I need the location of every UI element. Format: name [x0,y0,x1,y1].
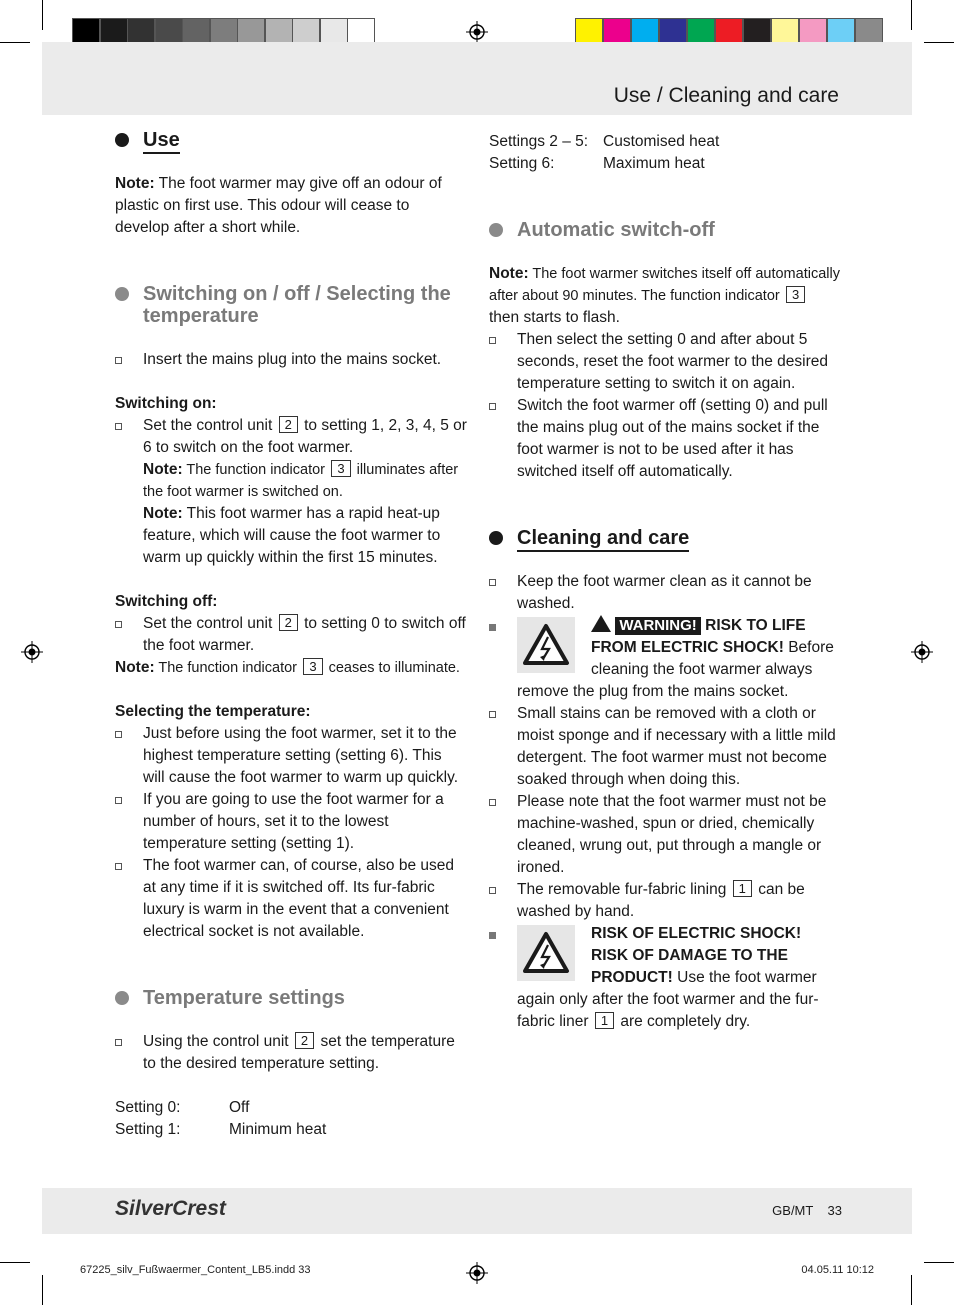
bullet-dot-icon [115,133,129,147]
checkbox-bullet-icon [489,799,496,806]
warning-triangle-icon [591,615,611,632]
part-number-badge: 2 [279,614,298,631]
checkbox-bullet-icon [115,357,122,364]
section-heading-temperature: Temperature settings [115,987,467,1009]
part-number-badge: 2 [279,416,298,433]
list-item: Just before using the foot warmer, set it to the highest temperature setting (setting 6). This will cause the foot warmer to warm up quickly. [115,723,467,789]
subheading-selecting: Selecting the temperature: [115,703,311,720]
section-heading-use: Use [115,129,467,151]
section-heading-auto-off: Automatic switch-off [489,219,841,241]
list-item: Please note that the foot warmer must not be machine-washed, spun or dried, chemically cleaned, wrung out, put through a mangle or ironed. [489,791,841,879]
crop-mark [0,1262,30,1263]
checkbox-bullet-icon [489,887,496,894]
list-item: The removable fur-fabric lining 1 can be washed by hand. [489,879,841,923]
part-number-badge: 3 [331,460,350,477]
checkbox-bullet-icon [115,621,122,628]
left-column [115,129,467,1141]
brand-logo: SilverCrest [115,1197,226,1220]
list-item: Switch the foot warmer off (setting 0) and pull the mains plug out of the mains socket if the foot warmer is not to be used after it has switched itself off automatically. [489,395,841,483]
registration-mark-icon [911,641,933,663]
warning-item: WARNING! RISK TO LIFE FROM ELECTRIC SHOCK! Before cleaning the foot warmer always remove the plug from the mains socket. [489,615,841,703]
note-paragraph: Note: The function indicator 3 ceases to illuminate. [115,659,460,676]
list-item: Insert the mains plug into the mains socket. [115,349,467,371]
section-heading-cleaning: Cleaning and care [489,527,841,549]
list-item: Small stains can be removed with a cloth or moist sponge and if necessary with a little mild detergent. The foot warmer must not become soaked through when doing this. [489,703,841,791]
crop-mark [0,42,30,43]
setting-row: Setting 6: Maximum heat [489,155,705,172]
note-paragraph: Note: The foot warmer switches itself off automatically after about 90 minutes. The function indicator 3 then starts to flash. [489,265,840,326]
crop-mark [42,1275,43,1305]
list-item: Using the control unit 2 set the temperature to the desired temperature setting. [115,1031,467,1075]
right-column [489,131,841,1033]
bullet-dot-icon [115,287,129,301]
part-number-badge: 2 [295,1032,314,1049]
page-number: GB/MT 33 [772,1203,842,1218]
square-bullet-icon [489,932,496,939]
electric-shock-warning-icon [517,925,575,981]
subheading-switching-off: Switching off: [115,593,218,610]
list-item: Keep the foot warmer clean as it cannot be washed. [489,571,841,615]
part-number-badge: 1 [595,1012,614,1029]
bullet-dot-icon [489,223,503,237]
note-paragraph: Note: The foot warmer may give off an odour of plastic on first use. This odour will cease to develop after a short while. [115,175,442,236]
registration-mark-icon [466,21,488,43]
registration-mark-icon [466,1262,488,1284]
crop-mark [924,42,954,43]
part-number-badge: 3 [303,658,322,675]
checkbox-bullet-icon [115,863,122,870]
list-item: If you are going to use the foot warmer for a number of hours, set it to the lowest temperature setting (setting 1). [115,789,467,855]
crop-mark [911,1275,912,1305]
file-slug: 67225_silv_Fußwaermer_Content_LB5.indd 33 [80,1264,311,1276]
subheading-switching-on: Switching on: [115,395,217,412]
list-item: Set the control unit 2 to setting 0 to switch off the foot warmer. [115,613,467,657]
setting-row: Settings 2 – 5: Customised heat [489,133,720,150]
electric-shock-warning-icon [517,617,575,673]
bullet-dot-icon [115,991,129,1005]
section-heading-switching: Switching on / off / Selecting the temperature [115,283,467,327]
checkbox-bullet-icon [489,579,496,586]
square-bullet-icon [489,624,496,631]
warning-item: RISK OF ELECTRIC SHOCK! RISK OF DAMAGE TO THE PRODUCT! Use the foot warmer again only after the foot warmer and the fur-fabric liner 1 are completely dry. [489,923,841,1033]
checkbox-bullet-icon [489,337,496,344]
list-item: Set the control unit 2 to setting 1, 2, 3, 4, 5 or 6 to switch on the foot warmer. Note: The function indicator 3 illuminates after the foot warmer is switched on. Note: This foot warmer has a rapid heat-up feature, which will cause the foot warmer to warm up quickly within the first 15 minutes. [115,415,467,569]
checkbox-bullet-icon [115,423,122,430]
page-title: Use / Cleaning and care [613,84,839,107]
crop-mark [924,1262,954,1263]
part-number-badge: 1 [733,880,752,897]
setting-row: Setting 1: Minimum heat [115,1121,327,1138]
checkbox-bullet-icon [115,731,122,738]
crop-mark [911,0,912,30]
part-number-badge: 3 [786,286,805,303]
setting-row: Setting 0: Off [115,1099,250,1116]
list-item: Then select the setting 0 and after about 5 seconds, reset the foot warmer to the desired temperature setting to switch it on again. [489,329,841,395]
warning-label: WARNING! [615,617,701,635]
date-slug: 04.05.11 10:12 [801,1264,874,1276]
checkbox-bullet-icon [115,797,122,804]
crop-mark [42,0,43,30]
bullet-dot-icon [489,531,503,545]
list-item: The foot warmer can, of course, also be used at any time if it is switched off. Its fur-fabric luxury is warm in the event that a convenient electrical socket is not available. [115,855,467,943]
checkbox-bullet-icon [489,711,496,718]
checkbox-bullet-icon [489,403,496,410]
checkbox-bullet-icon [115,1039,122,1046]
registration-mark-icon [21,641,43,663]
